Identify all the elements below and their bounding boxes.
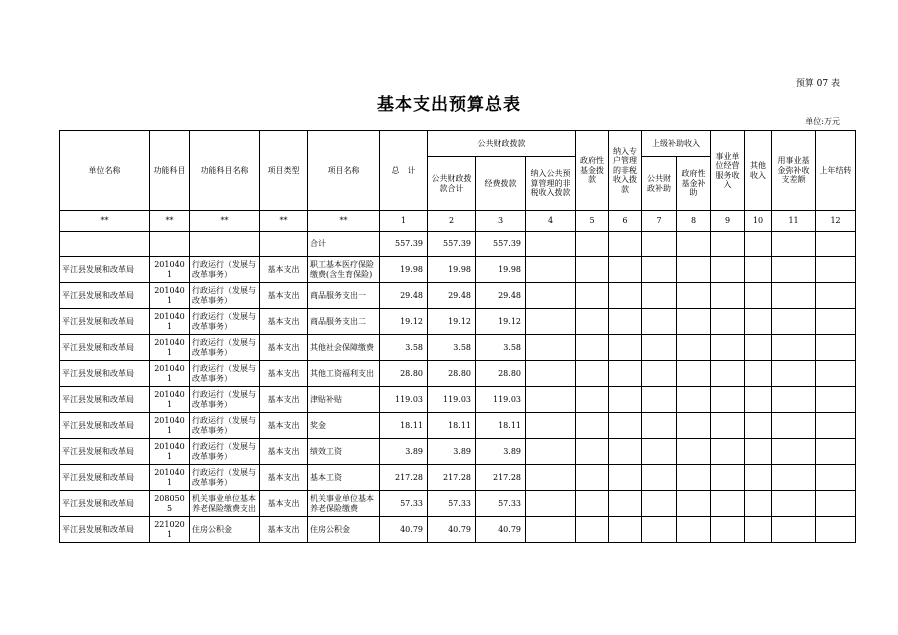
total-cell-empty — [190, 232, 260, 257]
empty-cell — [526, 335, 576, 361]
public-total-cell: 119.03 — [428, 387, 476, 413]
empty-cell — [609, 257, 642, 283]
empty-cell — [526, 283, 576, 309]
func-name-cell: 行政运行（发展与改革事务） — [190, 387, 260, 413]
empty-cell — [642, 257, 677, 283]
total-public-value: 557.39 — [428, 232, 476, 257]
empty-cell — [526, 439, 576, 465]
index-cell: 2 — [428, 211, 476, 232]
empty-cell — [609, 283, 642, 309]
total-cell-empty — [150, 232, 190, 257]
empty-cell — [677, 387, 711, 413]
empty-cell — [711, 413, 745, 439]
header-total: 总 计 — [380, 131, 428, 211]
empty-cell — [526, 387, 576, 413]
header-superior-subsidy: 上级补助收入 — [642, 131, 711, 157]
empty-cell — [745, 413, 772, 439]
func-name-cell: 行政运行（发展与改革事务） — [190, 465, 260, 491]
table-row — [60, 413, 856, 439]
empty-cell — [816, 361, 856, 387]
proj-name-cell: 商品服务支出一 — [308, 283, 380, 309]
header-unit-name: 单位名称 — [60, 131, 150, 211]
index-cell: ** — [60, 211, 150, 232]
total-cell: 29.48 — [380, 283, 428, 309]
empty-cell — [745, 335, 772, 361]
empty-cell — [609, 439, 642, 465]
proj-type-cell: 基本支出 — [260, 361, 308, 387]
empty-cell — [772, 413, 816, 439]
total-row — [60, 232, 856, 257]
empty-cell — [609, 465, 642, 491]
total-label: 合计 — [308, 232, 380, 257]
proj-name-cell: 住房公积金 — [308, 517, 380, 543]
proj-type-cell: 基本支出 — [260, 517, 308, 543]
form-number: 预算 07 表 — [795, 79, 840, 89]
unit-label: 单位:万元 — [805, 117, 840, 126]
empty-cell — [677, 439, 711, 465]
total-cell: 28.80 — [380, 361, 428, 387]
empty-cell — [816, 283, 856, 309]
empty-cell — [772, 257, 816, 283]
func-name-cell: 行政运行（发展与改革事务） — [190, 283, 260, 309]
func-code-cell: 2010401 — [150, 387, 190, 413]
total-cell: 57.33 — [380, 491, 428, 517]
table-row — [60, 309, 856, 335]
public-total-cell: 19.12 — [428, 309, 476, 335]
table-row — [60, 517, 856, 543]
empty-cell — [642, 439, 677, 465]
header-func-code: 功能科目 — [150, 131, 190, 211]
total-cell: 3.89 — [380, 439, 428, 465]
empty-cell — [642, 387, 677, 413]
func-name-cell: 机关事业单位基本养老保险缴费支出 — [190, 491, 260, 517]
proj-type-cell: 基本支出 — [260, 491, 308, 517]
empty-cell — [711, 491, 745, 517]
public-total-cell: 3.89 — [428, 439, 476, 465]
proj-type-cell: 基本支出 — [260, 309, 308, 335]
func-code-cell: 2010401 — [150, 413, 190, 439]
operating-cell: 3.89 — [476, 439, 526, 465]
total-cell: 3.58 — [380, 335, 428, 361]
header-fund-balance: 用事业基金弥补收支差额 — [772, 131, 816, 211]
empty-cell — [816, 257, 856, 283]
proj-type-cell: 基本支出 — [260, 439, 308, 465]
header-public-subsidy: 公共财政补助 — [642, 157, 677, 211]
empty-cell — [526, 465, 576, 491]
proj-name-cell: 奖金 — [308, 413, 380, 439]
operating-cell: 3.58 — [476, 335, 526, 361]
empty-cell — [772, 517, 816, 543]
func-name-cell: 行政运行（发展与改革事务） — [190, 309, 260, 335]
total-cell-empty — [816, 232, 856, 257]
unit-name-cell: 平江县发展和改革局 — [60, 413, 150, 439]
header-gov-fund: 政府性基金拨款 — [576, 131, 609, 211]
empty-cell — [576, 257, 609, 283]
empty-cell — [772, 361, 816, 387]
proj-type-cell: 基本支出 — [260, 257, 308, 283]
public-total-cell: 40.79 — [428, 517, 476, 543]
empty-cell — [642, 361, 677, 387]
empty-cell — [772, 283, 816, 309]
empty-cell — [642, 517, 677, 543]
header-operating-funds: 经费拨款 — [476, 157, 526, 211]
public-total-cell: 3.58 — [428, 335, 476, 361]
empty-cell — [526, 491, 576, 517]
func-name-cell: 住房公积金 — [190, 517, 260, 543]
empty-cell — [816, 387, 856, 413]
empty-cell — [816, 413, 856, 439]
header-proj-name: 项目名称 — [308, 131, 380, 211]
index-cell: 6 — [609, 211, 642, 232]
index-cell: ** — [190, 211, 260, 232]
func-code-cell: 2010401 — [150, 335, 190, 361]
total-cell: 19.12 — [380, 309, 428, 335]
public-total-cell: 28.80 — [428, 361, 476, 387]
empty-cell — [677, 491, 711, 517]
empty-cell — [711, 439, 745, 465]
empty-cell — [816, 517, 856, 543]
proj-name-cell: 基本工资 — [308, 465, 380, 491]
operating-cell: 19.12 — [476, 309, 526, 335]
func-name-cell: 行政运行（发展与改革事务） — [190, 257, 260, 283]
empty-cell — [642, 309, 677, 335]
empty-cell — [609, 335, 642, 361]
total-operating-value: 557.39 — [476, 232, 526, 257]
empty-cell — [816, 309, 856, 335]
empty-cell — [816, 439, 856, 465]
func-code-cell: 2010401 — [150, 283, 190, 309]
header-business-income: 事业单位经营服务收入 — [711, 131, 745, 211]
table-row — [60, 491, 856, 517]
unit-name-cell: 平江县发展和改革局 — [60, 465, 150, 491]
proj-name-cell: 机关事业单位基本养老保险缴费 — [308, 491, 380, 517]
empty-cell — [609, 387, 642, 413]
unit-name-cell: 平江县发展和改革局 — [60, 361, 150, 387]
header-public-finance: 公共财政拨款 — [428, 131, 576, 157]
proj-name-cell: 其他工资福利支出 — [308, 361, 380, 387]
index-cell: 8 — [677, 211, 711, 232]
empty-cell — [526, 309, 576, 335]
table-row — [60, 283, 856, 309]
empty-cell — [745, 361, 772, 387]
unit-name-cell: 平江县发展和改革局 — [60, 257, 150, 283]
total-cell-empty — [677, 232, 711, 257]
empty-cell — [576, 439, 609, 465]
empty-cell — [711, 387, 745, 413]
empty-cell — [642, 283, 677, 309]
index-cell: 12 — [816, 211, 856, 232]
empty-cell — [677, 413, 711, 439]
operating-cell: 119.03 — [476, 387, 526, 413]
empty-cell — [772, 439, 816, 465]
empty-cell — [745, 283, 772, 309]
operating-cell: 29.48 — [476, 283, 526, 309]
empty-cell — [609, 413, 642, 439]
empty-cell — [576, 517, 609, 543]
empty-cell — [642, 335, 677, 361]
func-code-cell: 2010401 — [150, 309, 190, 335]
header-public-finance-total: 公共财政拨款合计 — [428, 157, 476, 211]
unit-name-cell: 平江县发展和改革局 — [60, 387, 150, 413]
empty-cell — [711, 361, 745, 387]
header-last-year: 上年结转 — [816, 131, 856, 211]
empty-cell — [576, 465, 609, 491]
func-code-cell: 2010401 — [150, 257, 190, 283]
index-cell: 1 — [380, 211, 428, 232]
operating-cell: 28.80 — [476, 361, 526, 387]
proj-type-cell: 基本支出 — [260, 465, 308, 491]
table-body — [60, 211, 856, 543]
header-other-income: 其他收入 — [745, 131, 772, 211]
header-gov-fund-subsidy: 政府性基金补助 — [677, 157, 711, 211]
empty-cell — [609, 309, 642, 335]
func-code-cell: 2010401 — [150, 465, 190, 491]
total-cell-empty — [772, 232, 816, 257]
proj-name-cell: 绩效工资 — [308, 439, 380, 465]
empty-cell — [745, 439, 772, 465]
func-name-cell: 行政运行（发展与改革事务） — [190, 335, 260, 361]
table-row — [60, 335, 856, 361]
total-cell-empty — [609, 232, 642, 257]
proj-name-cell: 津贴补贴 — [308, 387, 380, 413]
empty-cell — [526, 413, 576, 439]
empty-cell — [677, 257, 711, 283]
index-cell: 5 — [576, 211, 609, 232]
empty-cell — [576, 309, 609, 335]
empty-cell — [526, 517, 576, 543]
func-code-cell: 2080505 — [150, 491, 190, 517]
empty-cell — [745, 491, 772, 517]
empty-cell — [772, 387, 816, 413]
empty-cell — [677, 309, 711, 335]
unit-name-cell: 平江县发展和改革局 — [60, 517, 150, 543]
empty-cell — [677, 361, 711, 387]
total-cell-empty — [260, 232, 308, 257]
header-non-tax-budget: 纳入公共预算管理的非税收入拨款 — [526, 157, 576, 211]
proj-type-cell: 基本支出 — [260, 413, 308, 439]
empty-cell — [772, 491, 816, 517]
empty-cell — [816, 465, 856, 491]
operating-cell: 19.98 — [476, 257, 526, 283]
func-name-cell: 行政运行（发展与改革事务） — [190, 361, 260, 387]
total-cell: 18.11 — [380, 413, 428, 439]
empty-cell — [576, 335, 609, 361]
total-cell-empty — [745, 232, 772, 257]
empty-cell — [816, 491, 856, 517]
index-row — [60, 211, 856, 232]
proj-type-cell: 基本支出 — [260, 335, 308, 361]
total-cell: 19.98 — [380, 257, 428, 283]
index-cell: ** — [150, 211, 190, 232]
empty-cell — [526, 257, 576, 283]
table-row — [60, 465, 856, 491]
empty-cell — [745, 387, 772, 413]
table-row — [60, 439, 856, 465]
total-value: 557.39 — [380, 232, 428, 257]
public-total-cell: 57.33 — [428, 491, 476, 517]
empty-cell — [745, 517, 772, 543]
func-code-cell: 2010401 — [150, 439, 190, 465]
empty-cell — [642, 413, 677, 439]
empty-cell — [772, 465, 816, 491]
proj-name-cell: 其他社会保障缴费 — [308, 335, 380, 361]
empty-cell — [677, 335, 711, 361]
empty-cell — [745, 309, 772, 335]
public-total-cell: 29.48 — [428, 283, 476, 309]
empty-cell — [816, 335, 856, 361]
index-cell: 10 — [745, 211, 772, 232]
header-proj-type: 项目类型 — [260, 131, 308, 211]
public-total-cell: 18.11 — [428, 413, 476, 439]
empty-cell — [677, 283, 711, 309]
empty-cell — [711, 257, 745, 283]
total-cell-empty — [60, 232, 150, 257]
unit-name-cell: 平江县发展和改革局 — [60, 335, 150, 361]
table-row — [60, 361, 856, 387]
index-cell: 9 — [711, 211, 745, 232]
index-cell: 3 — [476, 211, 526, 232]
index-cell: ** — [308, 211, 380, 232]
unit-name-cell: 平江县发展和改革局 — [60, 283, 150, 309]
table-row — [60, 257, 856, 283]
total-cell: 40.79 — [380, 517, 428, 543]
empty-cell — [642, 465, 677, 491]
index-cell: 7 — [642, 211, 677, 232]
empty-cell — [642, 491, 677, 517]
table-row — [60, 387, 856, 413]
empty-cell — [711, 335, 745, 361]
index-cell: ** — [260, 211, 308, 232]
proj-name-cell: 职工基本医疗保险缴费(含生育保险) — [308, 257, 380, 283]
total-cell-empty — [711, 232, 745, 257]
func-code-cell: 2010401 — [150, 361, 190, 387]
header-func-name: 功能科目名称 — [190, 131, 260, 211]
page-title: 基本支出预算总表 — [377, 95, 521, 115]
empty-cell — [745, 465, 772, 491]
empty-cell — [576, 387, 609, 413]
func-name-cell: 行政运行（发展与改革事务） — [190, 413, 260, 439]
empty-cell — [526, 361, 576, 387]
func-name-cell: 行政运行（发展与改革事务） — [190, 439, 260, 465]
unit-name-cell: 平江县发展和改革局 — [60, 309, 150, 335]
total-cell-empty — [576, 232, 609, 257]
total-cell-empty — [526, 232, 576, 257]
operating-cell: 217.28 — [476, 465, 526, 491]
proj-name-cell: 商品服务支出二 — [308, 309, 380, 335]
empty-cell — [576, 491, 609, 517]
empty-cell — [711, 517, 745, 543]
index-cell: 11 — [772, 211, 816, 232]
unit-name-cell: 平江县发展和改革局 — [60, 491, 150, 517]
operating-cell: 57.33 — [476, 491, 526, 517]
empty-cell — [609, 491, 642, 517]
empty-cell — [711, 283, 745, 309]
proj-type-cell: 基本支出 — [260, 283, 308, 309]
empty-cell — [609, 517, 642, 543]
operating-cell: 40.79 — [476, 517, 526, 543]
empty-cell — [772, 309, 816, 335]
empty-cell — [772, 335, 816, 361]
total-cell-empty — [642, 232, 677, 257]
empty-cell — [711, 309, 745, 335]
empty-cell — [609, 361, 642, 387]
func-code-cell: 2210201 — [150, 517, 190, 543]
index-cell: 4 — [526, 211, 576, 232]
header-special-non-tax: 纳入专户管理的非税收入拨款 — [609, 131, 642, 211]
public-total-cell: 217.28 — [428, 465, 476, 491]
empty-cell — [745, 257, 772, 283]
budget-table — [59, 130, 856, 543]
proj-type-cell: 基本支出 — [260, 387, 308, 413]
empty-cell — [576, 413, 609, 439]
operating-cell: 18.11 — [476, 413, 526, 439]
empty-cell — [677, 465, 711, 491]
total-cell: 217.28 — [380, 465, 428, 491]
empty-cell — [677, 517, 711, 543]
empty-cell — [576, 283, 609, 309]
public-total-cell: 19.98 — [428, 257, 476, 283]
unit-name-cell: 平江县发展和改革局 — [60, 439, 150, 465]
empty-cell — [711, 465, 745, 491]
total-cell: 119.03 — [380, 387, 428, 413]
empty-cell — [576, 361, 609, 387]
